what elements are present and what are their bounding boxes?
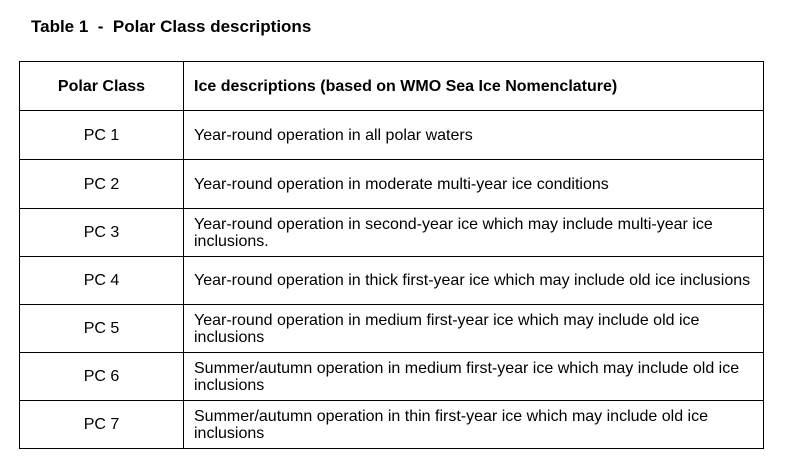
ice-description-cell: Year-round operation in second-year ice which may include multi-year ice inclusions. xyxy=(184,209,764,257)
ice-description-cell: Year-round operation in all polar waters xyxy=(184,111,764,160)
header-ice-descriptions: Ice descriptions (based on WMO Sea Ice Nomenclature) xyxy=(184,62,764,111)
polar-class-cell: PC 1 xyxy=(20,111,184,160)
table-row xyxy=(20,111,764,160)
ice-description-cell: Summer/autumn operation in medium first-year ice which may include old ice inclusions xyxy=(184,353,764,401)
ice-description-cell: Year-round operation in medium first-year ice which may include old ice inclusions xyxy=(184,305,764,353)
table-row xyxy=(20,353,764,401)
table-row xyxy=(20,305,764,353)
ice-description-cell: Year-round operation in thick first-year ice which may include old ice inclusions xyxy=(184,257,764,305)
polar-class-cell: PC 6 xyxy=(20,353,184,401)
header-polar-class: Polar Class xyxy=(20,62,184,111)
table-caption: Table 1 - Polar Class descriptions xyxy=(31,17,312,36)
polar-class-cell: PC 3 xyxy=(20,209,184,257)
polar-class-table xyxy=(19,61,764,449)
table-row xyxy=(20,209,764,257)
table-header-row xyxy=(20,62,764,111)
polar-class-cell: PC 4 xyxy=(20,257,184,305)
ice-description-cell: Year-round operation in moderate multi-year ice conditions xyxy=(184,160,764,209)
polar-class-cell: PC 5 xyxy=(20,305,184,353)
polar-class-cell: PC 7 xyxy=(20,401,184,449)
ice-description-cell: Summer/autumn operation in thin first-year ice which may include old ice inclusions xyxy=(184,401,764,449)
polar-class-cell: PC 2 xyxy=(20,160,184,209)
table-row xyxy=(20,257,764,305)
table-row xyxy=(20,160,764,209)
table-row xyxy=(20,401,764,449)
